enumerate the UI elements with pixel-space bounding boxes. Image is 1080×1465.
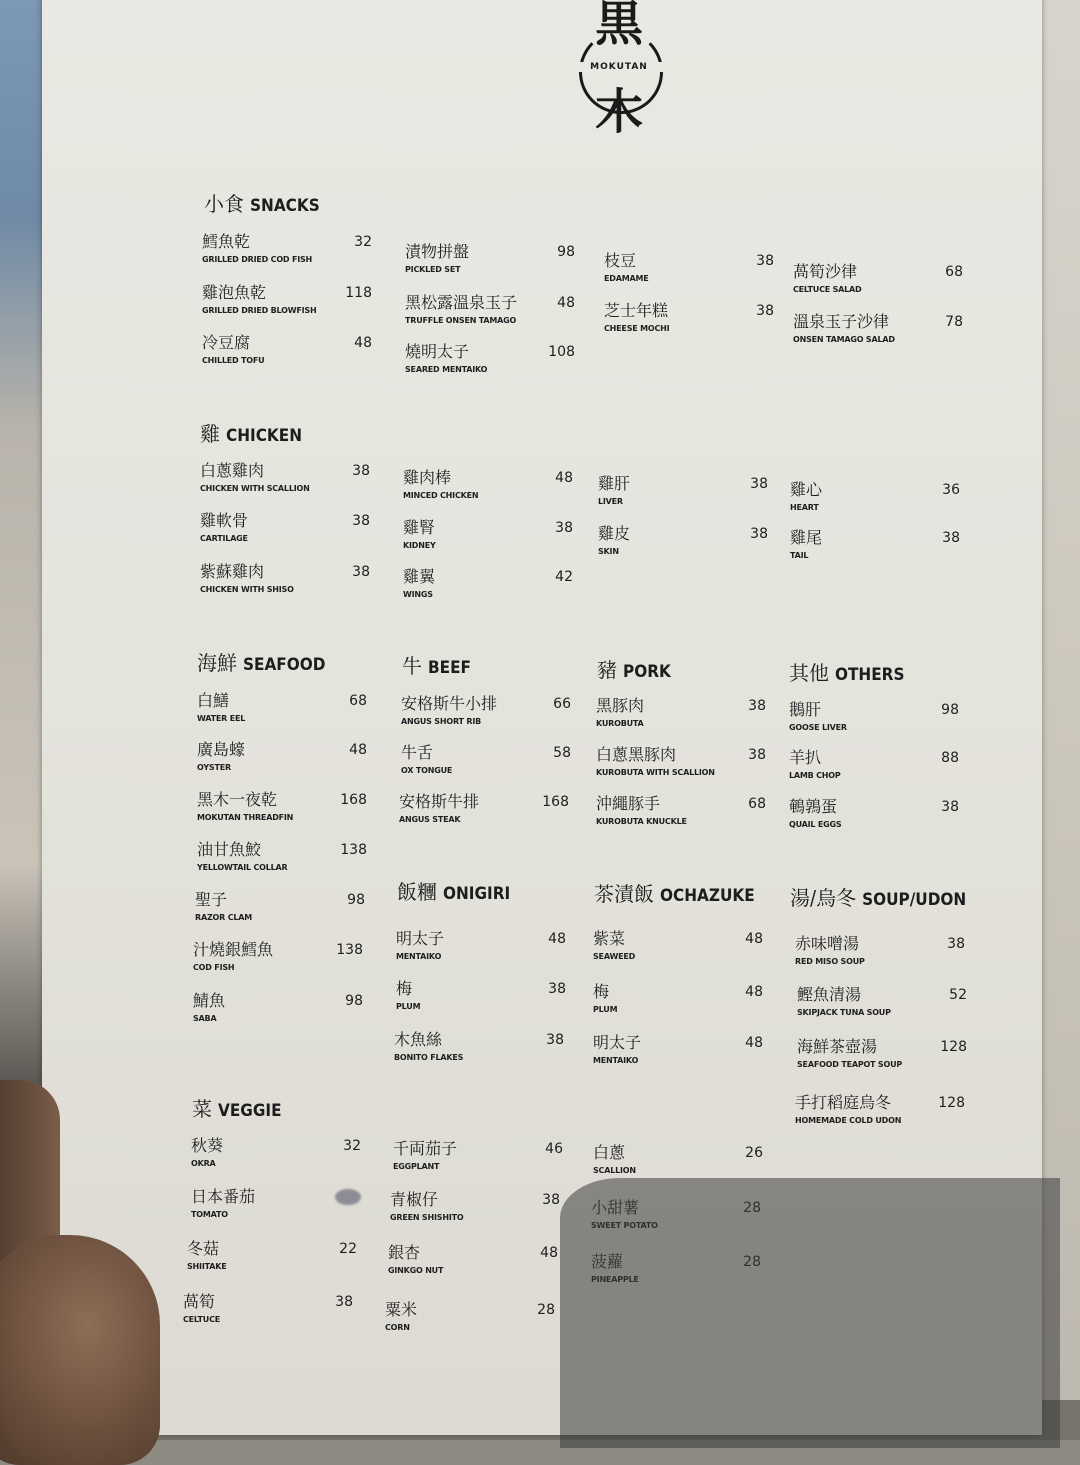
menu-item-name-en: WINGS xyxy=(403,590,433,599)
menu-item-name-zh: 鵪鶉蛋 xyxy=(789,797,838,816)
menu-item-price: 38 xyxy=(748,698,766,714)
menu-item-price: 138 xyxy=(340,842,367,858)
section-title-zh: 其他 xyxy=(789,661,829,685)
menu-item-name-zh: 木魚絲 xyxy=(394,1030,443,1049)
menu-item xyxy=(191,1136,361,1170)
menu-item-price: 48 xyxy=(548,931,566,947)
menu-item xyxy=(197,691,367,725)
menu-item-name-zh: 雞腎 xyxy=(403,518,436,537)
menu-item-name-en: PLUM xyxy=(593,1005,618,1014)
menu-item-name-zh: 白蔥雞肉 xyxy=(200,461,265,480)
menu-item-price: 38 xyxy=(756,303,774,319)
menu-item-name-zh: 雞尾 xyxy=(790,528,823,547)
section-title-zh: 雞 xyxy=(200,422,220,446)
logo-char-top: 黒 xyxy=(594,0,643,52)
menu-item-name-en: TAIL xyxy=(790,551,809,560)
menu-item-name-en: LIVER xyxy=(598,497,623,506)
menu-item xyxy=(789,797,959,831)
menu-item xyxy=(793,312,963,346)
menu-item-name-en: CHICKEN WITH SCALLION xyxy=(200,484,310,493)
menu-item-name-zh: 白鱔 xyxy=(197,691,230,710)
menu-item-name-zh: 海鮮茶壺湯 xyxy=(797,1037,878,1056)
menu-item-name-zh: 千両茄子 xyxy=(393,1139,458,1158)
menu-item-name-zh: 粟米 xyxy=(385,1300,418,1319)
section-header-chicken xyxy=(200,418,302,447)
menu-item-name-zh: 日本番茄 xyxy=(191,1187,256,1206)
menu-item-price: 48 xyxy=(555,470,573,486)
menu-item-name-zh: 雞肉棒 xyxy=(403,468,452,487)
menu-item-name-zh: 雞翼 xyxy=(403,567,436,586)
menu-item-price: 38 xyxy=(352,564,370,580)
menu-item-price: 38 xyxy=(750,476,768,492)
menu-item-name-en: MENTAIKO xyxy=(396,952,442,961)
menu-item-name-zh: 梅 xyxy=(593,982,610,1001)
section-header-seafood xyxy=(197,647,325,676)
section-header-beef xyxy=(402,650,471,679)
menu-item-name-en: SKIPJACK TUNA SOUP xyxy=(797,1008,891,1017)
menu-item xyxy=(596,696,766,730)
menu-item-name-zh: 紫菜 xyxy=(593,929,626,948)
section-title-en: SEAFOOD xyxy=(243,655,326,675)
menu-item-name-zh: 銀杏 xyxy=(388,1243,421,1262)
menu-item-name-en: RED MISO SOUP xyxy=(795,957,865,966)
menu-item xyxy=(797,985,967,1019)
menu-item-price: 168 xyxy=(340,792,367,808)
menu-item-price: 98 xyxy=(345,993,363,1009)
menu-item-name-en: SEARED MENTAIKO xyxy=(405,365,488,374)
menu-item-name-zh: 燒明太子 xyxy=(405,342,470,361)
menu-item xyxy=(790,528,960,562)
menu-item-price: 38 xyxy=(941,799,959,815)
menu-item xyxy=(183,1292,353,1326)
menu-item-name-en: EGGPLANT xyxy=(393,1162,440,1171)
mokutan-logo xyxy=(574,0,664,140)
menu-item-price: 48 xyxy=(745,1035,763,1051)
menu-item-price: 58 xyxy=(553,745,571,761)
menu-item-price: 38 xyxy=(546,1032,564,1048)
menu-item xyxy=(197,790,367,824)
menu-item-price: 28 xyxy=(537,1302,555,1318)
menu-item-name-zh: 雞心 xyxy=(790,480,823,499)
menu-item-name-zh: 梅 xyxy=(396,979,413,998)
menu-item-price: 36 xyxy=(942,482,960,498)
menu-item-price: 48 xyxy=(349,742,367,758)
menu-item-name-en: KIDNEY xyxy=(403,541,436,550)
menu-item-name-en: CORN xyxy=(385,1323,410,1332)
menu-item-price: 26 xyxy=(745,1145,763,1161)
menu-item-name-zh: 鰹魚清湯 xyxy=(797,985,862,1004)
menu-item xyxy=(191,1187,361,1221)
menu-item-name-en: COD FISH xyxy=(193,963,235,972)
menu-item-name-en: GREEN SHISHITO xyxy=(390,1213,464,1222)
section-header-others xyxy=(789,657,904,686)
menu-item xyxy=(200,562,370,596)
menu-item xyxy=(795,1093,965,1127)
menu-item-name-zh: 冷豆腐 xyxy=(202,333,251,352)
menu-item-name-en: ANGUS SHORT RIB xyxy=(401,717,482,726)
menu-item-price: 38 xyxy=(750,526,768,542)
section-title-en: SOUP/UDON xyxy=(862,890,967,910)
menu-item-name-zh: 沖繩豚手 xyxy=(596,794,661,813)
menu-item-name-zh: 雞泡魚乾 xyxy=(202,283,267,302)
menu-item-name-en: GRILLED DRIED COD FISH xyxy=(202,255,313,264)
menu-item-price: 38 xyxy=(756,253,774,269)
logo-char-bottom: 木 xyxy=(594,84,643,140)
menu-item xyxy=(388,1243,558,1277)
menu-item xyxy=(405,342,575,376)
section-title-en: OCHAZUKE xyxy=(660,886,755,906)
section-header-veggie xyxy=(192,1093,282,1122)
menu-item xyxy=(604,301,774,335)
menu-item xyxy=(385,1300,555,1334)
menu-item-name-zh: 手打稻庭烏冬 xyxy=(795,1093,892,1112)
menu-item-price: 22 xyxy=(339,1241,357,1257)
menu-item-name-en: OYSTER xyxy=(197,763,231,772)
menu-item-price: 98 xyxy=(557,244,575,260)
menu-item-name-en: LAMB CHOP xyxy=(789,771,841,780)
menu-item-price: 118 xyxy=(345,285,372,301)
price-smudge xyxy=(335,1189,361,1205)
menu-item-name-en: HEART xyxy=(790,503,819,512)
menu-item xyxy=(197,740,367,774)
menu-item xyxy=(193,940,363,974)
menu-item xyxy=(197,840,367,874)
menu-item-name-zh: 萵筍沙律 xyxy=(793,262,858,281)
menu-item-name-zh: 黑木一夜乾 xyxy=(197,790,278,809)
menu-item-price: 66 xyxy=(553,696,571,712)
menu-item xyxy=(394,1030,564,1064)
menu-item-price: 48 xyxy=(557,295,575,311)
menu-item-price: 128 xyxy=(940,1039,967,1055)
menu-item xyxy=(399,792,569,826)
menu-item-name-en: KUROBUTA xyxy=(596,719,644,728)
menu-item xyxy=(403,518,573,552)
menu-item-name-zh: 黑松露溫泉玉子 xyxy=(405,293,518,312)
menu-item-name-en: CELTUCE xyxy=(183,1315,220,1324)
menu-item-name-en: ANGUS STEAK xyxy=(399,815,461,824)
menu-item xyxy=(396,929,566,963)
menu-item-name-en: MENTAIKO xyxy=(593,1056,639,1065)
menu-item-price: 38 xyxy=(942,530,960,546)
section-title-zh: 小食 xyxy=(204,192,244,216)
menu-item xyxy=(403,468,573,502)
menu-item-name-en: KUROBUTA KNUCKLE xyxy=(596,817,687,826)
menu-item xyxy=(401,743,571,777)
menu-item-name-zh: 鱈魚乾 xyxy=(202,232,251,251)
menu-item-name-zh: 明太子 xyxy=(593,1033,642,1052)
menu-item xyxy=(401,694,571,728)
menu-item-name-en: SABA xyxy=(193,1014,217,1023)
menu-item-name-zh: 黑豚肉 xyxy=(596,696,645,715)
menu-item xyxy=(396,979,566,1013)
section-header-soup xyxy=(790,882,966,911)
section-title-zh: 豬 xyxy=(597,658,617,682)
menu-item-name-en: OX TONGUE xyxy=(401,766,453,775)
menu-item-name-zh: 油甘魚鮫 xyxy=(197,840,262,859)
menu-item xyxy=(405,242,575,276)
menu-item-price: 38 xyxy=(947,936,965,952)
menu-item-name-en: BONITO FLAKES xyxy=(394,1053,464,1062)
menu-item-price: 42 xyxy=(555,569,573,585)
menu-item-price: 38 xyxy=(542,1192,560,1208)
menu-item xyxy=(390,1190,560,1224)
menu-item-price: 48 xyxy=(745,931,763,947)
section-title-zh: 菜 xyxy=(192,1097,212,1121)
menu-item-price: 38 xyxy=(335,1294,353,1310)
thumb xyxy=(0,1235,160,1465)
menu-item-price: 68 xyxy=(349,693,367,709)
menu-item-name-zh: 白蔥黑豚肉 xyxy=(596,745,677,764)
menu-item-name-en: HOMEMADE COLD UDON xyxy=(795,1116,902,1125)
menu-item-name-en: CHICKEN WITH SHISO xyxy=(200,585,294,594)
menu-item xyxy=(200,511,370,545)
menu-item-name-zh: 鯖魚 xyxy=(193,991,226,1010)
menu-item-price: 38 xyxy=(555,520,573,536)
menu-item-name-en: GOOSE LIVER xyxy=(789,723,847,732)
menu-item xyxy=(795,934,965,968)
menu-item-name-zh: 安格斯牛排 xyxy=(399,792,480,811)
menu-item-name-en: SKIN xyxy=(598,547,619,556)
menu-item xyxy=(593,1143,763,1177)
section-title-en: VEGGIE xyxy=(218,1101,282,1121)
menu-item-price: 48 xyxy=(745,984,763,1000)
menu-item-price: 32 xyxy=(343,1138,361,1154)
menu-item-price: 32 xyxy=(354,234,372,250)
section-title-en: PORK xyxy=(623,662,671,682)
menu-item-name-en: EDAMAME xyxy=(604,274,649,283)
menu-item xyxy=(598,474,768,508)
menu-item-name-zh: 安格斯牛小排 xyxy=(401,694,498,713)
menu-item-name-en: QUAIL EGGS xyxy=(789,820,842,829)
menu-item-name-en: ONSEN TAMAGO SALAD xyxy=(793,335,895,344)
menu-item xyxy=(596,745,766,779)
menu-item-name-en: RAZOR CLAM xyxy=(195,913,253,922)
menu-item-name-zh: 白蔥 xyxy=(593,1143,626,1162)
menu-item-price: 88 xyxy=(941,750,959,766)
menu-item xyxy=(202,283,372,317)
menu-item-name-zh: 雞肝 xyxy=(598,474,631,493)
menu-item-name-en: TOMATO xyxy=(191,1210,228,1219)
menu-item-name-zh: 赤味噌湯 xyxy=(795,934,860,953)
menu-item-price: 108 xyxy=(548,344,575,360)
menu-item-price: 98 xyxy=(941,702,959,718)
section-title-en: OTHERS xyxy=(835,665,905,685)
menu-item-price: 38 xyxy=(748,747,766,763)
menu-item xyxy=(195,890,365,924)
menu-item-price: 78 xyxy=(945,314,963,330)
menu-item-name-zh: 秋葵 xyxy=(191,1136,224,1155)
section-title-en: CHICKEN xyxy=(226,426,303,446)
menu-item xyxy=(789,700,959,734)
menu-item-name-zh: 明太子 xyxy=(396,929,445,948)
menu-item-name-zh: 聖子 xyxy=(195,890,228,909)
menu-item-name-en: MOKUTAN THREADFIN xyxy=(197,813,294,822)
menu-item xyxy=(593,929,763,963)
menu-item-name-en: SEAFOOD TEAPOT SOUP xyxy=(797,1060,903,1069)
menu-item-name-zh: 雞皮 xyxy=(598,524,631,543)
section-title-en: SNACKS xyxy=(250,196,320,216)
menu-item xyxy=(593,982,763,1016)
menu-item-name-zh: 溫泉玉子沙律 xyxy=(793,312,890,331)
section-header-onigiri xyxy=(397,876,510,905)
menu-item-name-en: PICKLED SET xyxy=(405,265,461,274)
menu-item-name-zh: 青椒仔 xyxy=(390,1190,439,1209)
section-header-snacks xyxy=(204,188,320,217)
menu-item xyxy=(405,293,575,327)
menu-item xyxy=(793,262,963,296)
menu-item xyxy=(797,1037,967,1071)
menu-item-name-zh: 紫蘇雞肉 xyxy=(200,562,265,581)
menu-item-name-en: KUROBUTA WITH SCALLION xyxy=(596,768,715,777)
menu-item xyxy=(393,1139,563,1173)
menu-item-name-zh: 廣島蠔 xyxy=(197,740,246,759)
menu-item-name-en: SHIITAKE xyxy=(187,1262,227,1271)
menu-item-price: 128 xyxy=(938,1095,965,1111)
menu-item-price: 68 xyxy=(945,264,963,280)
section-title-zh: 茶漬飯 xyxy=(594,882,654,906)
menu-item xyxy=(789,748,959,782)
menu-item xyxy=(596,794,766,828)
menu-item-name-zh: 牛舌 xyxy=(401,743,434,762)
menu-item-price: 48 xyxy=(354,335,372,351)
menu-item xyxy=(403,567,573,601)
menu-item-price: 38 xyxy=(548,981,566,997)
menu-item xyxy=(187,1239,357,1273)
menu-item xyxy=(202,333,372,367)
menu-item-name-zh: 雞軟骨 xyxy=(200,511,249,530)
menu-item-name-zh: 漬物拼盤 xyxy=(405,242,470,261)
menu-item-price: 38 xyxy=(352,463,370,479)
menu-item-name-zh: 萵筍 xyxy=(183,1292,216,1311)
menu-item-price: 46 xyxy=(545,1141,563,1157)
menu-item-name-en: PLUM xyxy=(396,1002,421,1011)
photo-shadow xyxy=(560,1178,1060,1448)
section-title-en: ONIGIRI xyxy=(443,884,511,904)
section-title-zh: 海鮮 xyxy=(197,651,237,675)
menu-item xyxy=(193,991,363,1025)
section-title-zh: 湯/烏冬 xyxy=(790,886,857,910)
menu-item-name-en: GRILLED DRIED BLOWFISH xyxy=(202,306,317,315)
menu-item-name-zh: 芝士年糕 xyxy=(604,301,669,320)
menu-item-name-en: CHILLED TOFU xyxy=(202,356,265,365)
menu-item xyxy=(604,251,774,285)
section-title-en: BEEF xyxy=(428,658,472,678)
menu-item-name-en: CELTUCE SALAD xyxy=(793,285,862,294)
menu-item-name-en: TRUFFLE ONSEN TAMAGO xyxy=(405,316,517,325)
menu-item-price: 48 xyxy=(540,1245,558,1261)
menu-item-name-en: SEAWEED xyxy=(593,952,636,961)
menu-item-name-zh: 枝豆 xyxy=(604,251,637,270)
section-title-zh: 飯糰 xyxy=(397,880,437,904)
menu-item-price: 68 xyxy=(748,796,766,812)
menu-item-name-zh: 羊扒 xyxy=(789,748,822,767)
menu-item xyxy=(598,524,768,558)
section-title-zh: 牛 xyxy=(402,654,422,678)
menu-item-name-en: OKRA xyxy=(191,1159,216,1168)
menu-item-name-en: YELLOWTAIL COLLAR xyxy=(197,863,288,872)
menu-item-name-en: MINCED CHICKEN xyxy=(403,491,479,500)
menu-item-name-en: CARTILAGE xyxy=(200,534,248,543)
menu-item-name-zh: 冬菇 xyxy=(187,1239,220,1258)
menu-item-name-en: WATER EEL xyxy=(197,714,246,723)
menu-item xyxy=(202,232,372,266)
menu-item-price: 138 xyxy=(336,942,363,958)
menu-item-price: 168 xyxy=(542,794,569,810)
menu-item-name-en: SCALLION xyxy=(593,1166,636,1175)
section-header-pork xyxy=(597,654,671,683)
menu-item-name-en: GINKGO NUT xyxy=(388,1266,444,1275)
menu-item xyxy=(790,480,960,514)
menu-item-name-zh: 汁燒銀鱈魚 xyxy=(193,940,274,959)
menu-item-price: 98 xyxy=(347,892,365,908)
menu-item-name-zh: 鵝肝 xyxy=(789,700,822,719)
section-header-ochazuke xyxy=(594,878,755,907)
menu-item-name-en: CHEESE MOCHI xyxy=(604,324,670,333)
logo-brand-text: MOKUTAN xyxy=(574,62,664,72)
menu-item xyxy=(593,1033,763,1067)
menu-item-price: 52 xyxy=(949,987,967,1003)
menu-item xyxy=(200,461,370,495)
menu-item-price: 38 xyxy=(352,513,370,529)
